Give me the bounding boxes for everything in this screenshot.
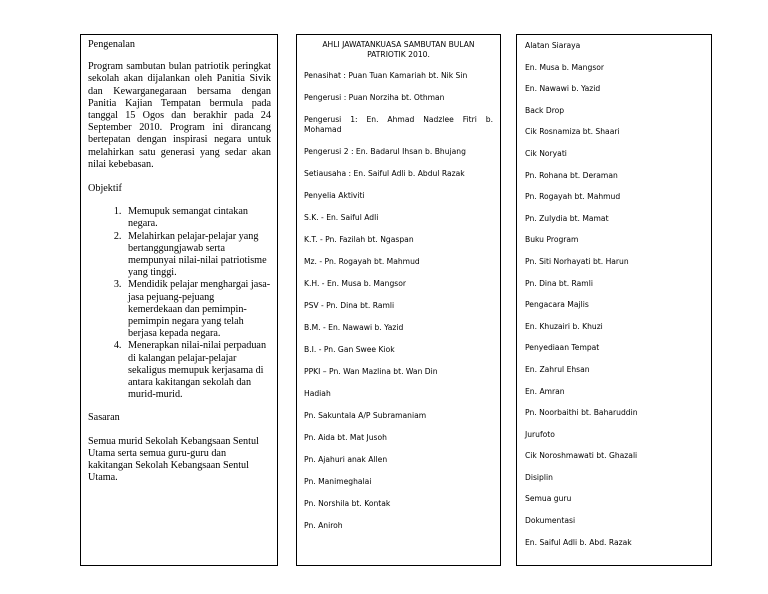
- committee-row: Pn. Norshila bt. Kontak: [304, 499, 391, 508]
- committee-row: Pn. Dina bt. Ramli: [525, 278, 593, 288]
- committee-row: Cik Noryati: [525, 148, 567, 158]
- spacer: [88, 401, 271, 412]
- committee-row: En. Nawawi b. Yazid: [525, 84, 601, 94]
- committee-row: Back Drop: [525, 105, 565, 115]
- committee-row: Buku Program: [525, 235, 579, 245]
- committee-row: Cik Rosnamiza bt. Shaari: [525, 127, 620, 137]
- committee-title: AHLI JAWATANKUASA SAMBUTAN BULAN PATRIOTIK 2010.: [322, 40, 475, 59]
- committee-row: Pengerusi 2 : En. Badarul Ihsan b. Bhujang: [304, 147, 466, 156]
- committee-row: Pn. Zulydia bt. Mamat: [525, 213, 609, 223]
- committee-row: Pn. Siti Norhayati bt. Harun: [525, 256, 629, 266]
- committee-row: Pengacara Majlis: [525, 300, 589, 310]
- committee-row: Disiplin: [525, 472, 553, 482]
- committee-row: Alatan Siaraya: [525, 41, 581, 50]
- right-panel: [516, 34, 712, 566]
- committee-row: Penyediaan Tempat: [525, 343, 600, 353]
- committee-row: K.T. - Pn. Fazilah bt. Ngaspan: [304, 235, 414, 244]
- committee-row: En. Musa b. Mangsor: [525, 62, 605, 72]
- target-text: Semua murid Sekolah Kebangsaan Sentul Utama serta semua guru-guru dan kakitangan Sekolah Kebangsaan Sentul Utama.: [88, 435, 259, 484]
- spacer: [88, 195, 271, 206]
- committee-row: Pn. Rogayah bt. Mahmud: [525, 192, 621, 202]
- committee-row: PSV - Pn. Dina bt. Ramli: [304, 301, 395, 310]
- committee-row: Pn. Aida bt. Mat Jusoh: [304, 433, 387, 442]
- committee-row: Pn. Sakuntala A/P Subramaniam: [304, 411, 427, 420]
- committee-row: Penasihat : Puan Tuan Kamariah bt. Nik Sin: [304, 71, 468, 80]
- committee-row: En. Zahrul Ehsan: [525, 364, 590, 374]
- objective-item: 3. Mendidik pelajar menghargai jasa-jasa pejuang-pejuang kemerdekaan dan pemimpin-pemimpin negara yang telah berjasa kepada negara.: [124, 279, 271, 340]
- target-heading: Sasaran: [88, 412, 120, 424]
- committee-row: Mz. - Pn. Rogayah bt. Mahmud: [304, 257, 420, 266]
- committee-row: Pengerusi : Puan Norziha bt. Othman: [304, 93, 445, 102]
- committee-row: Pengerusi 1: En. Ahmad Nadzlee Fitri b. Mohamad: [304, 115, 493, 134]
- committee-row: Dokumentasi: [525, 516, 576, 526]
- spacer: [88, 171, 271, 183]
- committee-row: B.M. - En. Nawawi b. Yazid: [304, 323, 404, 332]
- committee-row: En. Saiful Adli b. Abd. Razak: [525, 537, 632, 547]
- committee-row: Pn. Ajahuri anak Allen: [304, 455, 388, 464]
- middle-panel: [296, 34, 501, 566]
- committee-row: Semua guru: [525, 494, 572, 504]
- committee-row: En. Khuzairi b. Khuzi: [525, 321, 603, 331]
- committee-row: Hadiah: [304, 389, 331, 398]
- committee-row: En. Amran: [525, 386, 565, 396]
- committee-row: Jurufoto: [525, 429, 555, 439]
- committee-row: Setiausaha : En. Saiful Adli b. Abdul Razak: [304, 169, 465, 178]
- committee-row: Pn. Manimeghalai: [304, 477, 372, 486]
- intro-text: Program sambutan bulan patriotik peringkat sekolah akan dijalankan oleh Panitia Sivik dan Kewarganegaraan bersama dengan Panitia Kajian Tempatan bermula pada tanggal 15 Ogos dan berakhir pada 24 September 2010. Program ini dirancang bertepatan dengan inspirasi negara untuk melahirkan satu generasi yang sedar akan nilai kebebasan.: [88, 61, 271, 170]
- committee-row: B.I. - Pn. Gan Swee Kiok: [304, 345, 395, 354]
- committee-row: K.H. - En. Musa b. Mangsor: [304, 279, 406, 288]
- committee-row: PPKI – Pn. Wan Mazlina bt. Wan Din: [304, 367, 438, 376]
- objectives-heading: Objektif: [88, 183, 122, 195]
- committee-row: Penyelia Aktiviti: [304, 191, 365, 200]
- spacer: [88, 425, 271, 436]
- committee-row: S.K. - En. Saiful Adli: [304, 213, 379, 222]
- objectives-list: [88, 206, 271, 401]
- spacer: [88, 51, 271, 61]
- committee-row: Cik Noroshmawati bt. Ghazali: [525, 451, 638, 461]
- committee-row: Pn. Rohana bt. Deraman: [525, 170, 618, 180]
- objective-item: 4. Menerapkan nilai-nilai perpaduan di kalangan pelajar-pelajar sekaligus memupuk kerjasama di antara kakitangan sekolah dan murid-murid.: [124, 340, 271, 401]
- committee-row: Pn. Noorbaithi bt. Baharuddin: [525, 408, 638, 418]
- committee-row: Pn. Aniroh: [304, 521, 343, 530]
- spacer: [304, 60, 493, 71]
- intro-heading: Pengenalan: [88, 39, 135, 50]
- left-panel: [80, 34, 278, 566]
- objective-item: 1. Memupuk semangat cintakan negara.: [124, 206, 271, 230]
- objective-item: 2. Melahirkan pelajar-pelajar yang bertanggungjawab serta mempunyai nilai-nilai patriotisme yang tinggi.: [124, 231, 271, 280]
